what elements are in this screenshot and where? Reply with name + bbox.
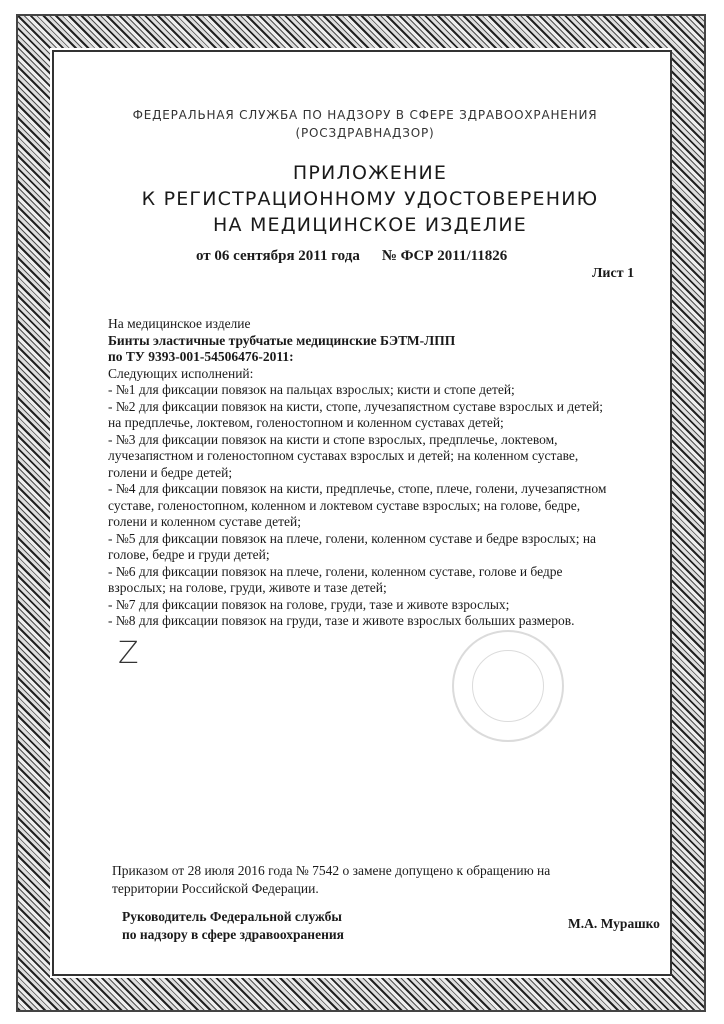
body-line: суставе, голеностопном, коленном и локтевом суставе взрослых; на голове, бедре, (108, 497, 581, 513)
signatory-title (122, 908, 344, 944)
body-line: - №5 для фиксации повязок на плече, голени, коленном суставе и бедре взрослых; на (108, 530, 597, 546)
product-name: Бинты эластичные трубчатые медицинские БЭТМ-ЛПП (108, 332, 456, 348)
body-line: лучезапястном и голеностопном суставах взрослых и детей; на коленном суставе, (108, 448, 579, 463)
agency-short-name: (РОСЗДРАВНАДЗОР) (295, 126, 435, 140)
document-body (108, 316, 648, 630)
order-line-1: Приказом от 28 июля 2016 года № 7542 о замене допущено к обращению на (112, 863, 551, 878)
body-line: - №2 для фиксации повязок на кисти, стопе, лучезапястном суставе взрослых и детей; (108, 398, 604, 414)
handwritten-mark: Z (118, 636, 139, 671)
body-intro: На медицинское изделие (108, 316, 251, 331)
signatory-name: М.А. Мурашко (568, 916, 660, 931)
body-line: - №7 для фиксации повязок на голове, груди, тазе и животе взрослых; (108, 596, 510, 612)
signatory-title-line-1: Руководитель Федеральной службы (122, 909, 342, 924)
agency-name: ФЕДЕРАЛЬНАЯ СЛУЖБА ПО НАДЗОРУ В СФЕРЕ ЗДРАВООХРАНЕНИЯ (132, 108, 598, 122)
document-title (60, 160, 680, 238)
title-line-2: К РЕГИСТРАЦИОННОМУ УДОСТОВЕРЕНИЮ (141, 188, 599, 210)
body-line: - №3 для фиксации повязок на кисти и стопе взрослых, предплечье, локтевом, (108, 431, 558, 447)
agency-header (60, 106, 670, 142)
product-spec: по ТУ 9393-001-54506476-2011: (108, 349, 294, 364)
body-line: - №4 для фиксации повязок на кисти, предплечье, стопе, плече, голени, лучезапястном (108, 481, 607, 496)
body-line: на предплечье, локтевом, голеностопном и коленном суставах детей; (108, 415, 504, 430)
body-line: - №8 для фиксации повязок на груди, тазе и животе взрослых больших размеров. (108, 613, 575, 628)
sheet-number: Лист 1 (592, 266, 635, 281)
variants-intro: Следующих исполнений: (108, 365, 254, 381)
order-line-2: территории Российской Федерации. (112, 881, 319, 896)
body-line: голове, бедре и груди детей; (108, 547, 270, 562)
title-line-3: НА МЕДИЦИНСКОЕ ИЗДЕЛИЕ (213, 214, 527, 236)
registration-date: от 06 сентября 2011 года (196, 248, 360, 264)
registration-number: № ФСР 2011/11826 (381, 248, 508, 264)
title-line-1: ПРИЛОЖЕНИЕ (292, 162, 448, 184)
body-line: голени и бедре детей; (108, 464, 233, 480)
faint-stamp (452, 630, 564, 742)
registration-line (196, 248, 507, 265)
body-line: - №6 для фиксации повязок на плече, голени, коленном суставе, голове и бедре (108, 563, 563, 579)
signatory-title-line-2: по надзору в сфере здравоохранения (122, 927, 344, 942)
order-note (112, 862, 632, 898)
body-line: - №1 для фиксации повязок на пальцах взрослых; кисти и стопе детей; (108, 382, 515, 397)
body-line: взрослых; на голове, груди, животе и тазе детей; (108, 580, 387, 595)
body-line: голени и коленном суставе детей; (108, 514, 301, 529)
